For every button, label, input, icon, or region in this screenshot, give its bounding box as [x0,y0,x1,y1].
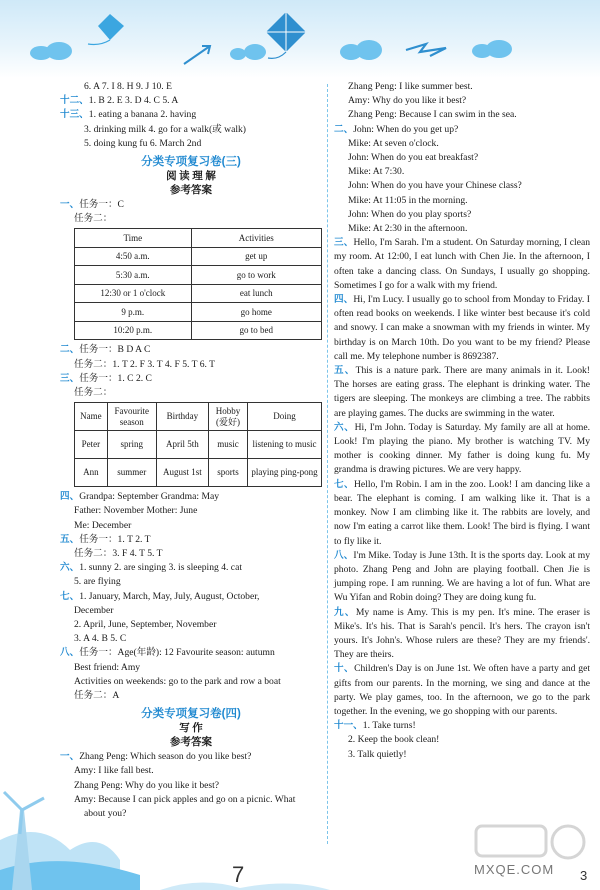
answer-line: 3. drinking milk 4. go for a walk(或 walk) [84,123,246,135]
answer-heading: 参考答案 [170,737,212,749]
dialogue-line: John: When do you eat breakfast? [348,152,479,164]
answer-line: 2. April, June, September, November [74,619,217,631]
table-cell: spring [107,431,156,459]
answer-line: 任务二：3. F 4. T 5. T [74,548,163,560]
table-cell: 5:30 a.m. [75,266,192,285]
table-row [75,247,322,266]
dialogue-line: Amy: Because I can pick apples and go on a picnic. What [74,793,296,805]
cloud-icon [486,40,512,58]
answer-line: 任务二：A [74,690,120,702]
answer-heading: 参考答案 [170,185,212,197]
page-corner-number: 3 [580,868,588,883]
answer-line: 1. Take turns! [362,720,416,732]
answer-line: 1. sunny 2. are singing 3. is sleeping 4. cat [79,562,242,574]
dialogue-line: Zhang Peng: Why do you like it best? [74,779,220,791]
question-number: 六、 [60,562,80,574]
page-number: 7 [232,862,245,887]
question-number: 十、 [334,663,355,675]
essay-paragraph [334,421,590,478]
paragraph-text: This is a nature park. There are many animals in it. Look! The horses are eating grass. The elephant is drinking water. The tigers are sleeping. The monkeys are climbing a tree. The rabbits are playing games. The ducks are swimming in the water. [334,365,590,419]
table-header: Activities [191,229,321,248]
answer-line: 任务一：B D A C [79,344,151,356]
answer-line: 任务一：1. C 2. C [79,372,152,384]
dialogue-line: John: When do you have your Chinese class? [348,180,522,192]
swallow-icon [400,38,470,62]
question-number: 一、 [60,199,80,211]
watermark-text: MXQE.COM [474,862,555,877]
question-number: 三、 [60,372,80,384]
paragraph-text: Hi, I'm Lucy. I usually go to school from Monday to Friday. I often read books on weekends. I like winter best because it's cold and snowy. I can make a snowman with my friends in winter. My birthday is on March 10th. Do you want to be my friend? Please call me. My telephone number is 8692387. [334,294,591,362]
dialogue-line: Mike: At 11:05 in the morning. [348,194,468,206]
essay-paragraph [334,549,590,606]
dialogue-line: Amy: I like fall best. [74,765,154,777]
section-subtitle: 写 作 [179,723,203,735]
right-column [334,80,590,762]
essay-paragraph [334,478,590,549]
paragraph-text: Hello, I'm Robin. I am in the zoo. Look! I am dancing like a bear. The elephant is coming. I am walking like it. That is a monkey. Now I am climbing like it. The rabbits are lovely, and now I'm eating a carrot like them. Look! The bird is flying. I want to fly like it. [334,478,590,547]
table-cell: 12:30 or 1 o'clock [75,284,192,303]
answer-line: 任务一：1. T 2. T [79,533,151,545]
dialogue-line: Mike: At seven o'clock. [348,137,439,149]
answer-line: Me: December [74,519,132,531]
table-header: Time [75,229,192,248]
paragraph-text: My name is Amy. This is my pen. It's mine. The eraser is Mike's. It's his. That is Sarah's pencil. It's hers. The crayon isn't yours. It's John's. Whose rulers are these? They are my friends'. They are theirs. [334,606,590,661]
favourite-season-table [74,402,322,487]
table-cell: 10:20 p.m. [75,321,192,340]
table-header: Hobby (爱好) [209,403,248,431]
table-row [75,266,322,285]
question-number: 七、 [334,478,354,490]
table-cell: go to work [191,266,321,285]
answer-line: 3. Talk quietly! [348,748,407,760]
answer-line: 2. Keep the book clean! [348,734,440,746]
essay-paragraph [334,606,590,663]
table-header: Birthday [156,403,209,431]
column-divider [327,84,328,844]
arrow-icon [180,40,220,70]
table-header: Favourite season [107,403,156,431]
section-subtitle: 阅 读 理 解 [166,171,216,183]
question-number: 六、 [334,421,355,433]
section-number: 十三、 [60,109,89,121]
answer-line: 1. B 2. E 3. D 4. C 5. A [88,95,179,107]
dialogue-line: John: When do you get up? [353,123,459,135]
table-cell: Ann [75,459,108,487]
answer-line: 3. A 4. B 5. C [74,633,127,645]
time-activities-table [74,228,322,340]
dialogue-line: Mike: At 7:30. [348,166,405,178]
answer-line: 任务二：1. T 2. F 3. T 4. F 5. T 6. T [74,358,216,370]
dialogue-line: about you? [84,808,127,820]
top-banner [0,0,600,78]
table-cell: summer [107,459,156,487]
cloud-icon [356,40,382,60]
answer-line: 任务二： [74,213,113,225]
table-row [75,284,322,303]
table-cell: go home [191,303,321,322]
dialogue-line: Zhang Peng: I like summer best. [348,81,473,92]
answer-line: December [74,604,114,616]
question-number: 九、 [334,606,356,618]
answer-line: Grandpa: September Grandma: May [79,491,220,503]
question-number: 八、 [60,647,80,659]
answer-line: Activities on weekends: go to the park and row a boat [74,675,281,687]
kite-icon [250,6,320,66]
question-number: 五、 [60,533,80,545]
section-number: 十二、 [60,95,89,107]
dialogue-line: Zhang Peng: Because I can swim in the sea. [348,109,517,121]
dialogue-line: Zhang Peng: Which season do you like best? [79,751,252,763]
question-number: 三、 [334,237,354,249]
table-cell: eat lunch [191,284,321,303]
section-title: 分类专项复习卷(四) [141,708,241,721]
answer-line: 6. A 7. I 8. H 9. J 10. E [84,81,172,92]
table-row [75,303,322,322]
dialogue-line: Mike: At 2:30 in the afternoon. [348,223,468,235]
paragraph-text: I'm Mike. Today is June 13th. It is the sports day. Look at my photo. Zhang Peng and John are playing football. Chen Jie is jumping rope. I am running. We are having a lot of fun. What are Wu Yifan and Robin doing? They are doing kung fu. [334,549,591,604]
table-cell: playing ping-pong [247,459,321,487]
question-number: 五、 [334,365,356,377]
table-header: Doing [247,403,321,431]
paragraph-text: Hi, I'm John. Today is Saturday. My family are all at home. Look! I'm playing the piano. My brother is watching TV. My mother is cooking dinner. My father is doing kung fu. My grandma is drawing pictures. We are very happy. [334,421,590,476]
question-number: 二、 [60,344,80,356]
table-cell: April 5th [156,431,209,459]
answer-line: 1. eating a banana 2. having [88,109,197,121]
answer-line: 5. are flying [74,576,121,588]
cloud-icon [46,42,72,60]
question-number: 四、 [60,491,80,503]
answer-line: 1. January, March, May, July, August, October, [79,590,260,602]
dialogue-line: John: When do you play sports? [348,208,472,220]
answer-line: Father: November Mother: June [74,505,198,517]
table-cell: Peter [75,431,108,459]
section-title: 分类专项复习卷(三) [141,156,241,169]
question-number: 七、 [60,590,80,602]
table-row [75,459,322,487]
table-cell: August 1st [156,459,209,487]
essay-paragraph [334,364,590,421]
dialogue-line: Amy: Why do you like it best? [348,95,467,107]
answer-line: Best friend: Amy [74,661,141,673]
answer-line: 任务一：C [79,199,124,211]
question-number: 四、 [334,294,354,306]
left-column [60,80,322,821]
essay-paragraph [334,662,590,719]
table-cell: go to bed [191,321,321,340]
table-cell: music [209,431,248,459]
table-cell: 9 p.m. [75,303,192,322]
essay-paragraph [334,293,590,364]
question-number: 二、 [334,123,354,135]
table-cell: 4:50 a.m. [75,247,192,266]
table-row [75,321,322,340]
question-number: 十一、 [334,720,363,732]
table-row [75,431,322,459]
kite-icon [80,10,140,50]
paragraph-text: Children's Day is on June 1st. We often have a party and get gifts from our parents. In the morning, we sing and dance at the party. We play games, too. In the afternoon, we go to the park together. In the evening, we go shopping with our parents. [334,663,590,717]
question-number: 八、 [334,549,354,561]
answer-line: 任务二： [74,387,113,399]
table-cell: get up [191,247,321,266]
answer-line: 5. doing kung fu 6. March 2nd [84,137,202,149]
essay-paragraph [334,236,590,293]
table-cell: listening to music [247,431,321,459]
question-number: 一、 [60,751,80,763]
paragraph-text: Hello, I'm Sarah. I'm a student. On Saturday morning, I clean my room. At 12:00, I eat lunch with Chen Jie. In the afternoon, I often take a dancing class. On Sundays, I usually go shopping. Sometimes I go for a walk with my friend. [334,237,591,291]
table-cell: sports [209,459,248,487]
table-header: Name [75,403,108,431]
answer-line: 任务一：Age(年龄): 12 Favourite season: autumn [79,647,275,659]
